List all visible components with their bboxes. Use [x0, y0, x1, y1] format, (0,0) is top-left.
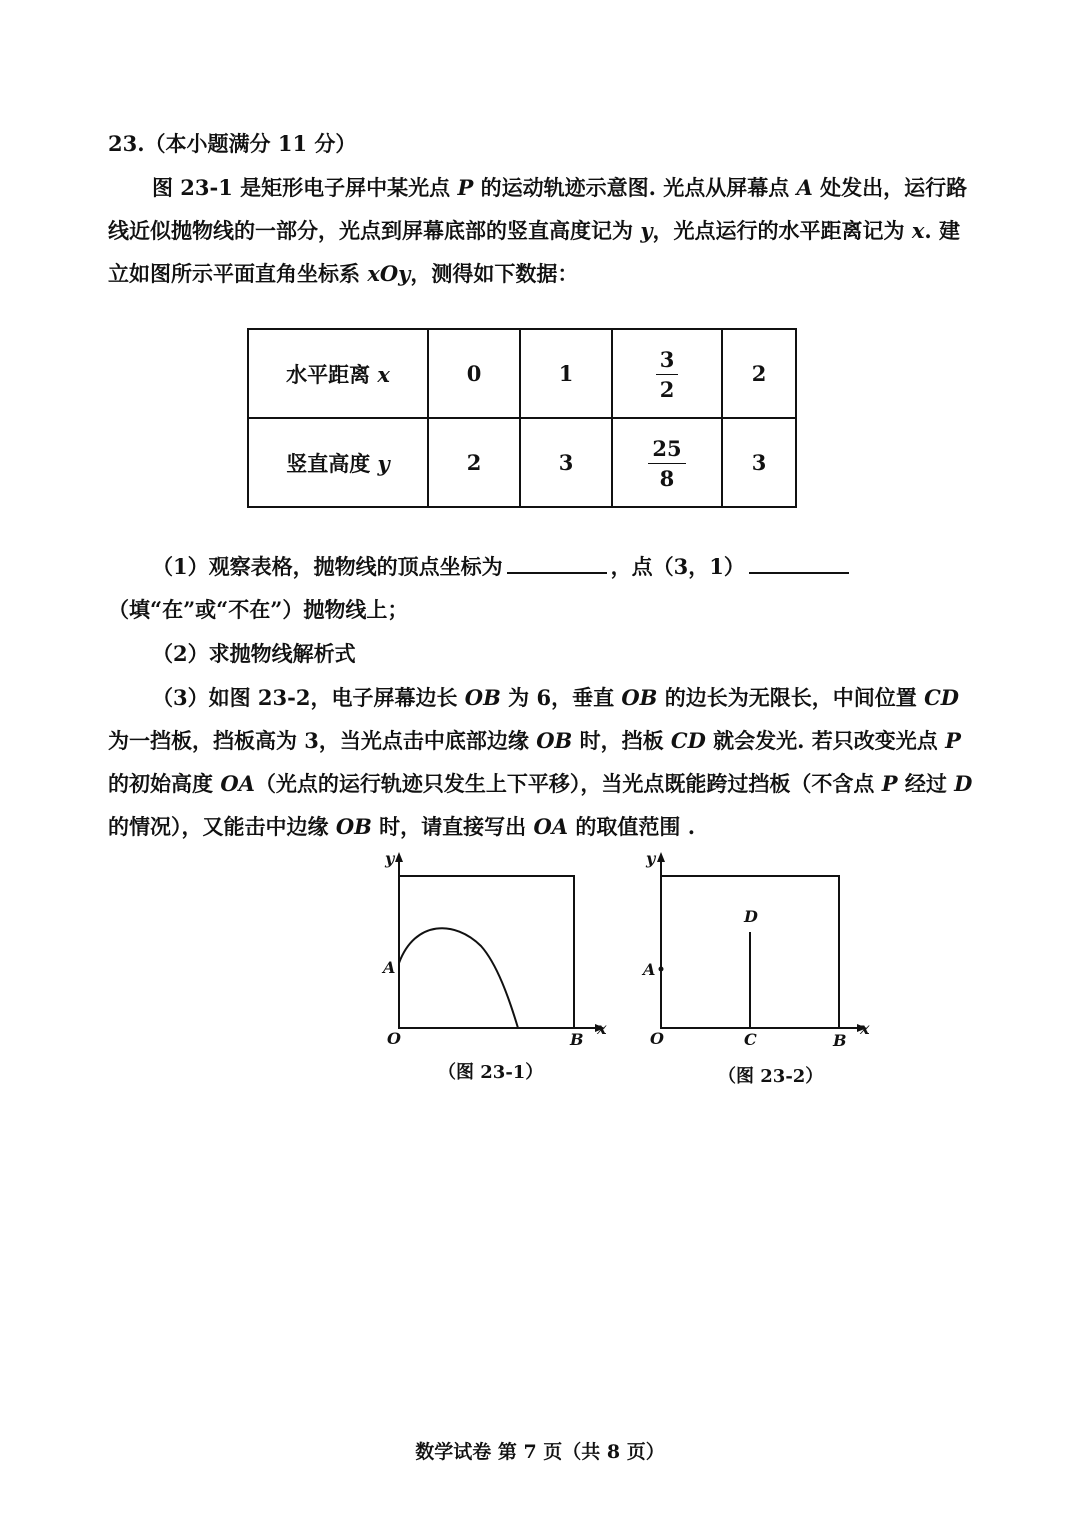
parabola-path	[399, 928, 518, 1028]
figure-23-2	[640, 848, 880, 1088]
table-cell: 2	[428, 418, 520, 507]
point-a	[659, 967, 664, 972]
label-o: O	[650, 1029, 664, 1048]
question-intro: 图 23-1 是矩形电子屏中某光点 P 的运动轨迹示意图. 光点从屏幕点 A 处发出，运行路线近似抛物线的一部分，光点到屏幕底部的竖直高度记为 y，光点运行的水平距离记为 x. 建立如图所示平面直角坐标系 xOy，测得如下数据：	[108, 175, 968, 286]
label-c: C	[744, 1030, 757, 1049]
label-a: A	[383, 958, 396, 977]
answer-blank[interactable]	[507, 554, 607, 574]
label-a: A	[643, 960, 656, 979]
table-cell: 1	[520, 329, 612, 418]
table-cell: 3	[722, 418, 796, 507]
question-header: 23.（本小题满分 11 分）	[108, 131, 357, 156]
label-y: y	[385, 849, 395, 868]
table-cell: 0	[428, 329, 520, 418]
table-cell: 2	[722, 329, 796, 418]
data-table	[247, 328, 797, 508]
label-y: y	[646, 849, 656, 868]
y-axis-arrow	[657, 852, 665, 862]
y-axis-arrow	[395, 852, 403, 862]
label-o: O	[387, 1029, 401, 1048]
row-header-x: 水平距离 x	[248, 329, 428, 418]
table-cell: 3	[520, 418, 612, 507]
part-1: （1）观察表格，抛物线的顶点坐标为 ，点（3，1）（填“在”或“不在”）抛物线上；	[108, 545, 978, 631]
table-cell-fraction: $\frac{25}{8}$	[612, 418, 722, 507]
page-footer: 数学试卷 第 7 页（共 8 页）	[415, 1441, 665, 1463]
label-x: x	[860, 1019, 870, 1038]
table-cell-fraction: $\frac{3}{2}$	[612, 329, 722, 418]
figure-23-1-drawing	[375, 848, 615, 1048]
label-b: B	[570, 1030, 584, 1049]
row-header-y: 竖直高度 y	[248, 418, 428, 507]
caption-23-2: （图 23-2）	[718, 1066, 824, 1087]
table-row	[248, 418, 796, 507]
table-row	[248, 329, 796, 418]
label-d: D	[744, 907, 758, 926]
label-b: B	[833, 1031, 847, 1050]
part-3: （3）如图 23-2，电子屏幕边长 OB 为 6，垂直 OB 的边长为无限长，中间位置 CD 为一挡板，挡板高为 3，当光点击中底部边缘 OB 时，挡板 CD 就会发光. 若只改变光点 P 的初始高度 OA（光点的运行轨迹只发生上下平移），当光点既能跨过挡板（不含点 P 经过 D 的情况），又能击中边缘 OB 时，请直接写出 OA 的取值范围 .	[108, 685, 973, 839]
figure-23-1	[375, 848, 615, 1088]
caption-23-1: （图 23-1）	[438, 1062, 544, 1083]
label-x: x	[597, 1019, 607, 1038]
answer-blank[interactable]	[749, 554, 849, 574]
figure-23-2-drawing	[640, 848, 880, 1048]
part-2: （2）求抛物线解析式	[152, 641, 356, 666]
